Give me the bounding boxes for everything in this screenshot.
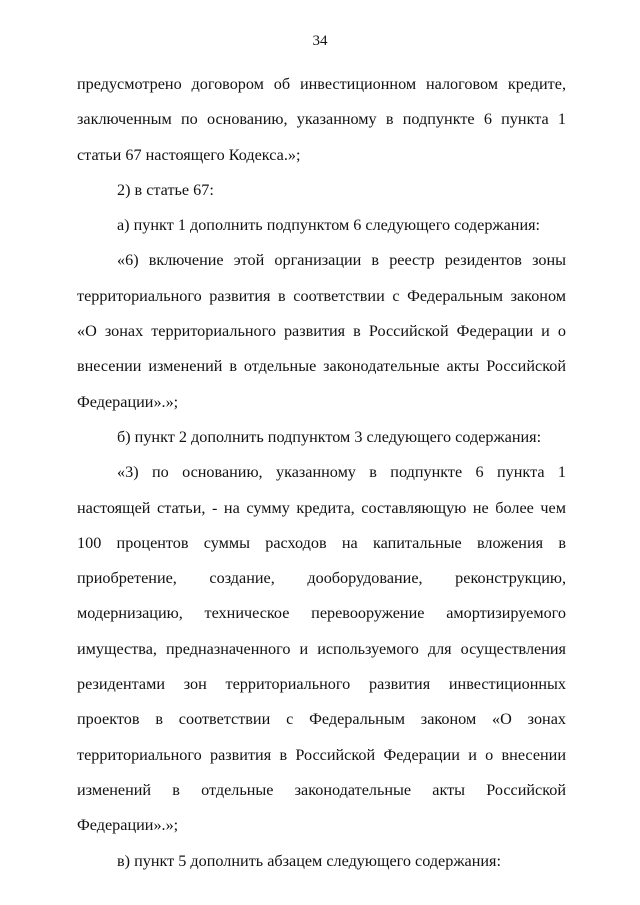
document-body [77,67,566,879]
page-number: 34 [312,33,328,49]
paragraph-continuation: предусмотрено договором об инвестиционном налоговом кредите, заключенным по основанию, указанному в подпункте 6 пункта 1 статьи 67 настоящего Кодекса.»; [77,75,566,164]
paragraph-subitem-a: а) пункт 1 дополнить подпунктом 6 следующего содержания: [117,216,541,235]
paragraph-subitem-v: в) пункт 5 дополнить абзацем следующего содержания: [117,851,501,870]
paragraph-subpoint-3: «3) по основанию, указанному в подпункте 6 пункта 1 настоящей статьи, - на сумму кредита, составляющую не более чем 100 процентов суммы расходов на капитальные вложения в приобретение, создание, дооборудование, реконструкцию, модернизацию, техническое перевооружение амортизируемого имущества, предназначенного и используемого для осуществления резидентами зон территориального развития инвестиционных проектов в соответствии с Федеральным законом «О зонах территориального развития в Российской Федерации и о внесении изменений в отдельные законодательные акты Российской Федерации».»; [77,463,566,835]
paragraph-item-2: 2) в статье 67: [117,180,214,199]
paragraph-subitem-b: б) пункт 2 дополнить подпунктом 3 следующего содержания: [117,427,542,446]
paragraph-subpoint-6: «6) включение этой организации в реестр резидентов зоны территориального развития в соответствии с Федеральным законом «О зонах территориального развития в Российской Федерации и о внесении изменений в отдельные законодательные акты Российской Федерации».»; [77,251,566,411]
